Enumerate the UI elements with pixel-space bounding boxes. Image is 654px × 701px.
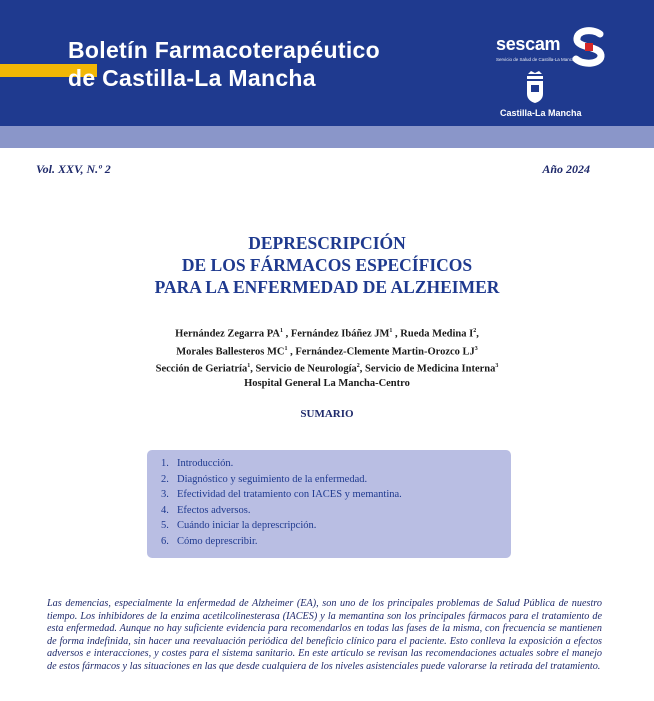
affiliation-mark: 1 <box>247 363 251 369</box>
logo-wordmark: sescam <box>496 34 561 54</box>
affiliation-mark: 2 <box>473 328 477 334</box>
article-title <box>0 232 654 298</box>
toc-item <box>161 472 511 488</box>
header-band <box>0 126 654 148</box>
affiliation-mark: 1 <box>284 345 288 352</box>
author-name: Fernández Ibáñez JM <box>290 328 390 340</box>
logo-subtitle: Servicio de Salud de Castilla-La Mancha <box>496 57 578 62</box>
sumario-heading: SUMARIO <box>300 408 354 420</box>
volume-number: Vol. XXV, N.º 2 <box>36 162 111 176</box>
toc-item-number: 1. <box>161 458 169 469</box>
toc-item-number: 6. <box>161 535 169 547</box>
toc-item-label: Efectos adversos. <box>177 504 251 516</box>
author-name: Morales Ballesteros MC <box>176 346 285 357</box>
toc-item-number: 3. <box>161 489 169 500</box>
affiliation-mark: 1 <box>279 328 283 334</box>
article-title-line1: DEPRESCRIPCIÓN <box>248 233 406 253</box>
publication-year: Año 2024 <box>542 162 590 176</box>
toc-item-number: 4. <box>161 504 169 516</box>
toc-item <box>161 534 511 550</box>
affiliation-name: Servicio de Medicina Interna <box>365 363 496 375</box>
abstract-text: Las demencias, especialmente la enfermedad de Alzheimer (EA), son uno de los principales problemas de Salud Pública de nuestro tiempo. Los inhibidores de la enzima acetilcolinesterasa (IACES) y la memantina son los principales fármacos para el tratamiento de esta enfermedad. Aunque no hay suficiente evidencia para recomendarlos en todas las fases de la misma, con frecuencia se mantienen de forma indefinida, sin hacer una reevaluación periódica del beneficio clínico para el paciente. Esto conlleva la exposición a efectos adversos e interacciones, y costes para el sistema sanitario. En este artículo se revisan las recomendaciones actuales sobre el manejo de estos fármacos y las situaciones en las que desde cualquiera de los niveles asistenciales puede valorarse la retirada del tratamiento. <box>47 598 602 672</box>
toc-item-label: Cómo deprescribir. <box>177 535 258 547</box>
bulletin-title-line1: Boletín Farmacoterapéutico <box>68 37 380 63</box>
bulletin-title <box>68 36 380 92</box>
affiliation-mark: 2 <box>356 363 360 369</box>
toc-item-number: 5. <box>161 520 169 531</box>
authors-line1: Hernández Zegarra $PA^1$ , Fernández Ibáñez $JM^1$ , Rueda Medina $I^2$, <box>175 328 479 340</box>
author-name: Rueda Medina I <box>400 328 474 340</box>
toc-item <box>161 518 511 534</box>
affiliation-mark: 3 <box>495 363 499 369</box>
authors-block <box>0 324 654 391</box>
toc-item-number: 2. <box>161 473 169 485</box>
toc-item-label: Efectividad del tratamiento con IACES y memantina. <box>177 489 402 500</box>
toc-item <box>161 456 511 472</box>
toc-item <box>161 487 511 503</box>
table-of-contents <box>147 450 511 558</box>
authors-line2: Morales Ballesteros $MC^1$ , Fernández-Clemente Martin-Orozco $LJ^3$ <box>176 345 478 357</box>
affiliation-mark: 3 <box>474 345 478 352</box>
bulletin-title-line2: de Castilla-La Mancha <box>68 65 316 91</box>
affiliations-line: Sección de Geriatría$^1$, Servicio de Neurología$^2$, Servicio de Medicina Interna$^3$ <box>155 363 499 375</box>
toc-item <box>161 503 511 519</box>
toc-item-label: Diagnóstico y seguimiento de la enfermedad. <box>177 473 368 485</box>
toc-item-label: Introducción. <box>177 458 234 469</box>
author-name: Hernández Zegarra PA <box>175 328 280 340</box>
affiliation-mark: 1 <box>389 328 393 334</box>
affiliation-name: Sección de Geriatría <box>155 363 248 375</box>
sescam-s-icon <box>568 26 610 68</box>
coat-of-arms-icon <box>524 70 546 104</box>
sescam-logo <box>494 24 614 122</box>
article-title-line3: PARA LA ENFERMEDAD DE ALZHEIMER <box>154 277 500 297</box>
article-title-line2: DE LOS FÁRMACOS ESPECÍFICOS <box>181 255 473 275</box>
author-name: Fernández-Clemente Martin-Orozco LJ <box>295 346 475 357</box>
hospital-name: Hospital General La Mancha-Centro <box>244 377 410 389</box>
logo-region-name: Castilla-La Mancha <box>500 108 582 118</box>
affiliation-name: Servicio de Neurología <box>255 363 357 375</box>
toc-item-label: Cuándo iniciar la deprescripción. <box>177 520 317 531</box>
